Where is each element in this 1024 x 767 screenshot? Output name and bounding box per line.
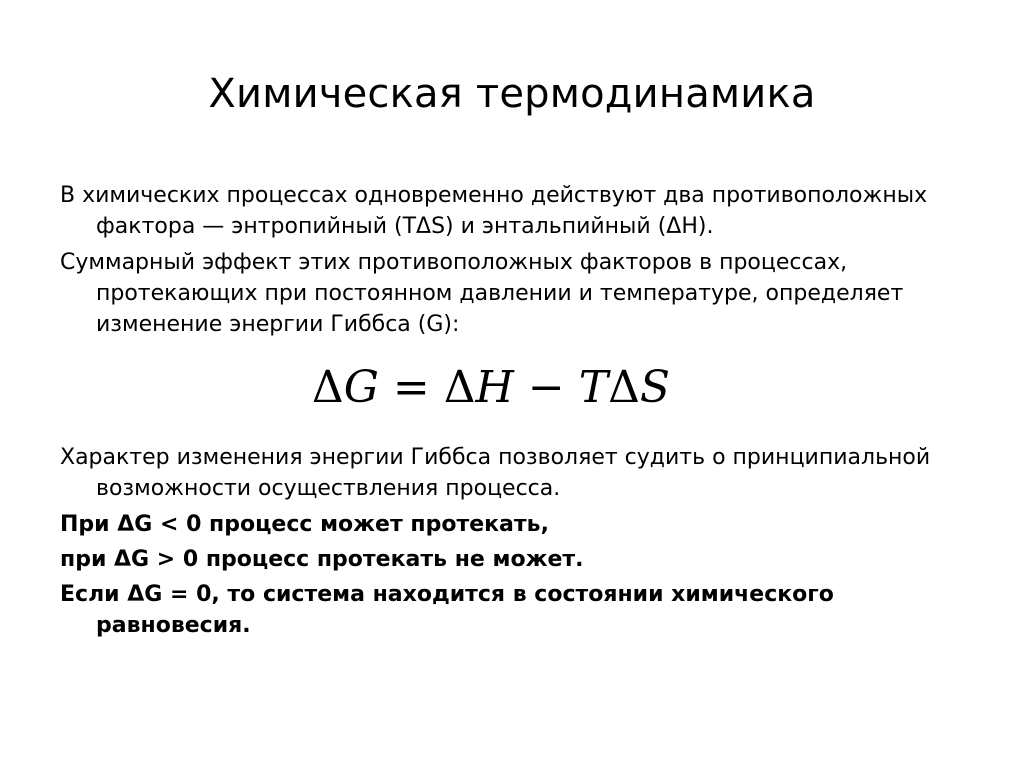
- formula-s: S: [639, 362, 671, 413]
- formula-delta: Δ: [608, 362, 640, 413]
- slide-title: Химическая термодинамика: [208, 71, 816, 117]
- condition-equilibrium: Если ΔG = 0, то система находится в состоянии химического равновесия.: [60, 582, 834, 638]
- paragraph-gibbs-definition: Суммарный эффект этих противоположных факторов в процессах, протекающих при постоянном давлении и температуре, определяет изменение энергии Гиббса (G):: [60, 250, 904, 337]
- formula-equals: =: [392, 362, 430, 413]
- formula-delta: Δ: [311, 362, 344, 413]
- formula-delta: Δ: [443, 362, 476, 413]
- condition-negative: При ΔG < 0 процесс может протекать,: [60, 512, 549, 537]
- paragraph-factors: В химических процессах одновременно действуют два противоположных фактора — энтропийный (TΔS) и энтальпийный (ΔH).: [60, 183, 928, 239]
- slide-body: [60, 180, 960, 645]
- gibbs-formula: [60, 352, 960, 424]
- formula-minus: −: [527, 362, 565, 413]
- condition-positive: при ΔG > 0 процесс протекать не может.: [60, 547, 584, 572]
- formula-h: H: [475, 362, 514, 413]
- formula-t: T: [578, 362, 609, 413]
- formula-g: G: [343, 362, 379, 413]
- paragraph-gibbs-meaning: Характер изменения энергии Гиббса позволяет судить о принципиальной возможности осуществления процесса.: [60, 445, 931, 501]
